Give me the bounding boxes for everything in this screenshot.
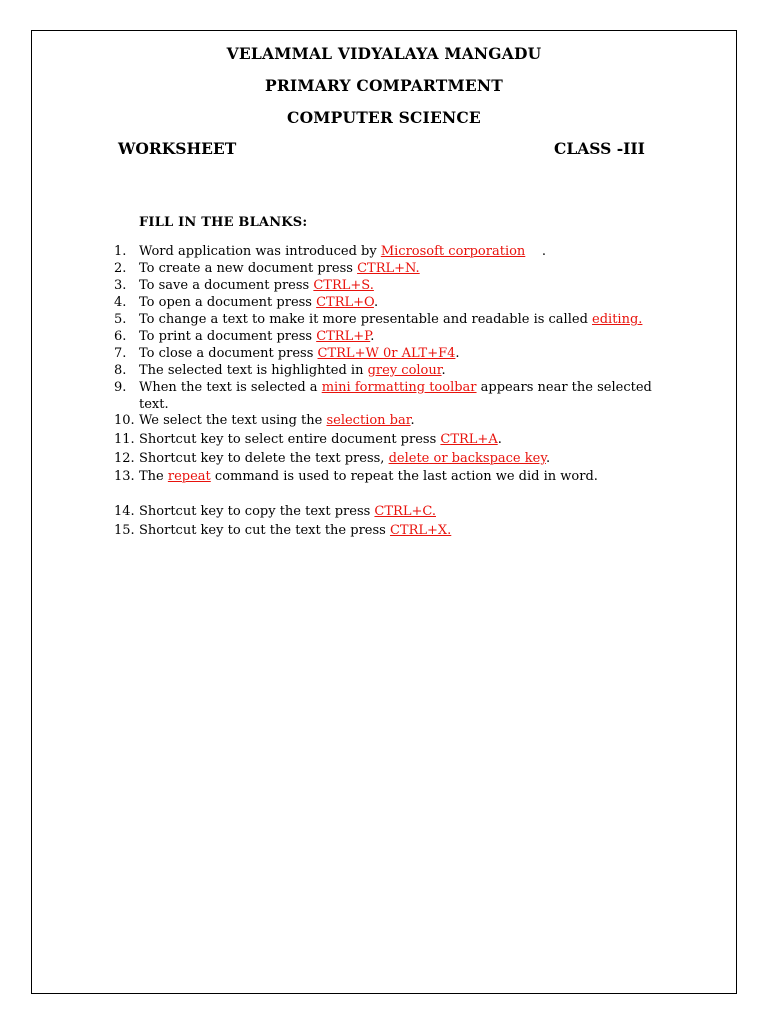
question-item — [114, 328, 374, 345]
question-item — [114, 379, 652, 396]
question-text-end: . — [525, 244, 546, 259]
answer-text: delete or backspace key — [388, 451, 546, 466]
question-item — [114, 450, 550, 467]
question-number: 9. — [114, 380, 127, 395]
question-text-end: . — [370, 329, 375, 344]
question-item — [114, 503, 436, 520]
question-text: The — [139, 469, 168, 484]
answer-text: CTRL+N. — [357, 261, 420, 276]
question-number: 6. — [114, 329, 127, 344]
question-text: Shortcut key to cut the text the press — [139, 523, 390, 538]
question-item — [114, 260, 420, 277]
question-text: Shortcut key to copy the text press — [139, 504, 375, 519]
answer-text: CTRL+P — [316, 329, 371, 344]
question-item — [114, 311, 642, 328]
answer-text: CTRL+A — [440, 432, 498, 447]
question-number: 14. — [114, 504, 135, 519]
question-text: We select the text using the — [139, 413, 327, 428]
question-text-end: appears near the selected — [476, 380, 652, 395]
question-item — [114, 362, 446, 379]
question-item — [114, 345, 460, 362]
question-text: The selected text is highlighted in — [139, 363, 368, 378]
question-text: To open a document press — [139, 295, 317, 310]
answer-text: repeat — [167, 469, 211, 484]
question-text-end: . — [455, 346, 460, 361]
school-name: VELAMMAL VIDYALAYA MANGADU — [226, 44, 542, 63]
answer-text: CTRL+S. — [313, 278, 374, 293]
question-text-end: command is used to repeat the last action we did in word. — [210, 469, 598, 484]
question-number: 7. — [114, 346, 127, 361]
question-number: 3. — [114, 278, 127, 293]
question-continuation: text. — [139, 397, 169, 412]
question-text: Word application was introduced by — [139, 244, 381, 259]
question-item — [114, 243, 546, 260]
compartment-name: PRIMARY COMPARTMENT — [264, 76, 503, 95]
question-item — [114, 277, 374, 294]
question-item — [114, 294, 378, 311]
question-text-end: . — [441, 363, 446, 378]
question-number: 8. — [114, 363, 127, 378]
answer-text: selection bar — [326, 413, 411, 428]
question-item — [114, 522, 451, 539]
answer-text: Microsoft corporation — [380, 244, 526, 259]
question-item — [114, 468, 598, 485]
answer-text: CTRL+O — [316, 295, 374, 310]
question-text: To close a document press — [139, 346, 318, 361]
question-text: To create a new document press — [139, 261, 358, 276]
section-title: FILL IN THE BLANKS: — [139, 215, 308, 230]
question-number: 13. — [114, 469, 135, 484]
question-text-end: . — [545, 451, 551, 466]
answer-text: editing. — [592, 312, 643, 327]
answer-text: grey colour — [367, 363, 442, 378]
question-number: 15. — [114, 523, 135, 538]
question-text: When the text is selected a — [139, 380, 322, 395]
question-item — [114, 412, 415, 429]
question-text: Shortcut key to delete the text press, — [139, 451, 389, 466]
subject-name: COMPUTER SCIENCE — [287, 108, 481, 127]
question-text-end: . — [373, 295, 379, 310]
question-text: To print a document press — [139, 329, 317, 344]
question-text-end: . — [497, 432, 502, 447]
question-number: 1. — [114, 244, 127, 259]
class-label: CLASS -III — [554, 139, 645, 158]
question-number: 5. — [114, 312, 127, 327]
question-text: To change a text to make it more presentable and readable is called — [139, 312, 593, 327]
answer-text: CTRL+C. — [374, 504, 436, 519]
question-number: 12. — [114, 451, 135, 466]
question-number: 10. — [114, 413, 135, 428]
question-item — [114, 431, 502, 448]
answer-text: mini formatting toolbar — [321, 380, 477, 395]
question-text: Shortcut key to select entire document press — [139, 432, 441, 447]
question-number: 2. — [114, 261, 127, 276]
question-text-end: . — [410, 413, 415, 428]
question-number: 11. — [114, 432, 135, 447]
question-number: 4. — [114, 295, 127, 310]
answer-text: CTRL+W 0r ALT+F4 — [317, 346, 456, 361]
worksheet-label: WORKSHEET — [118, 139, 237, 158]
answer-text: CTRL+X. — [389, 523, 452, 538]
question-text: To save a document press — [139, 278, 314, 293]
